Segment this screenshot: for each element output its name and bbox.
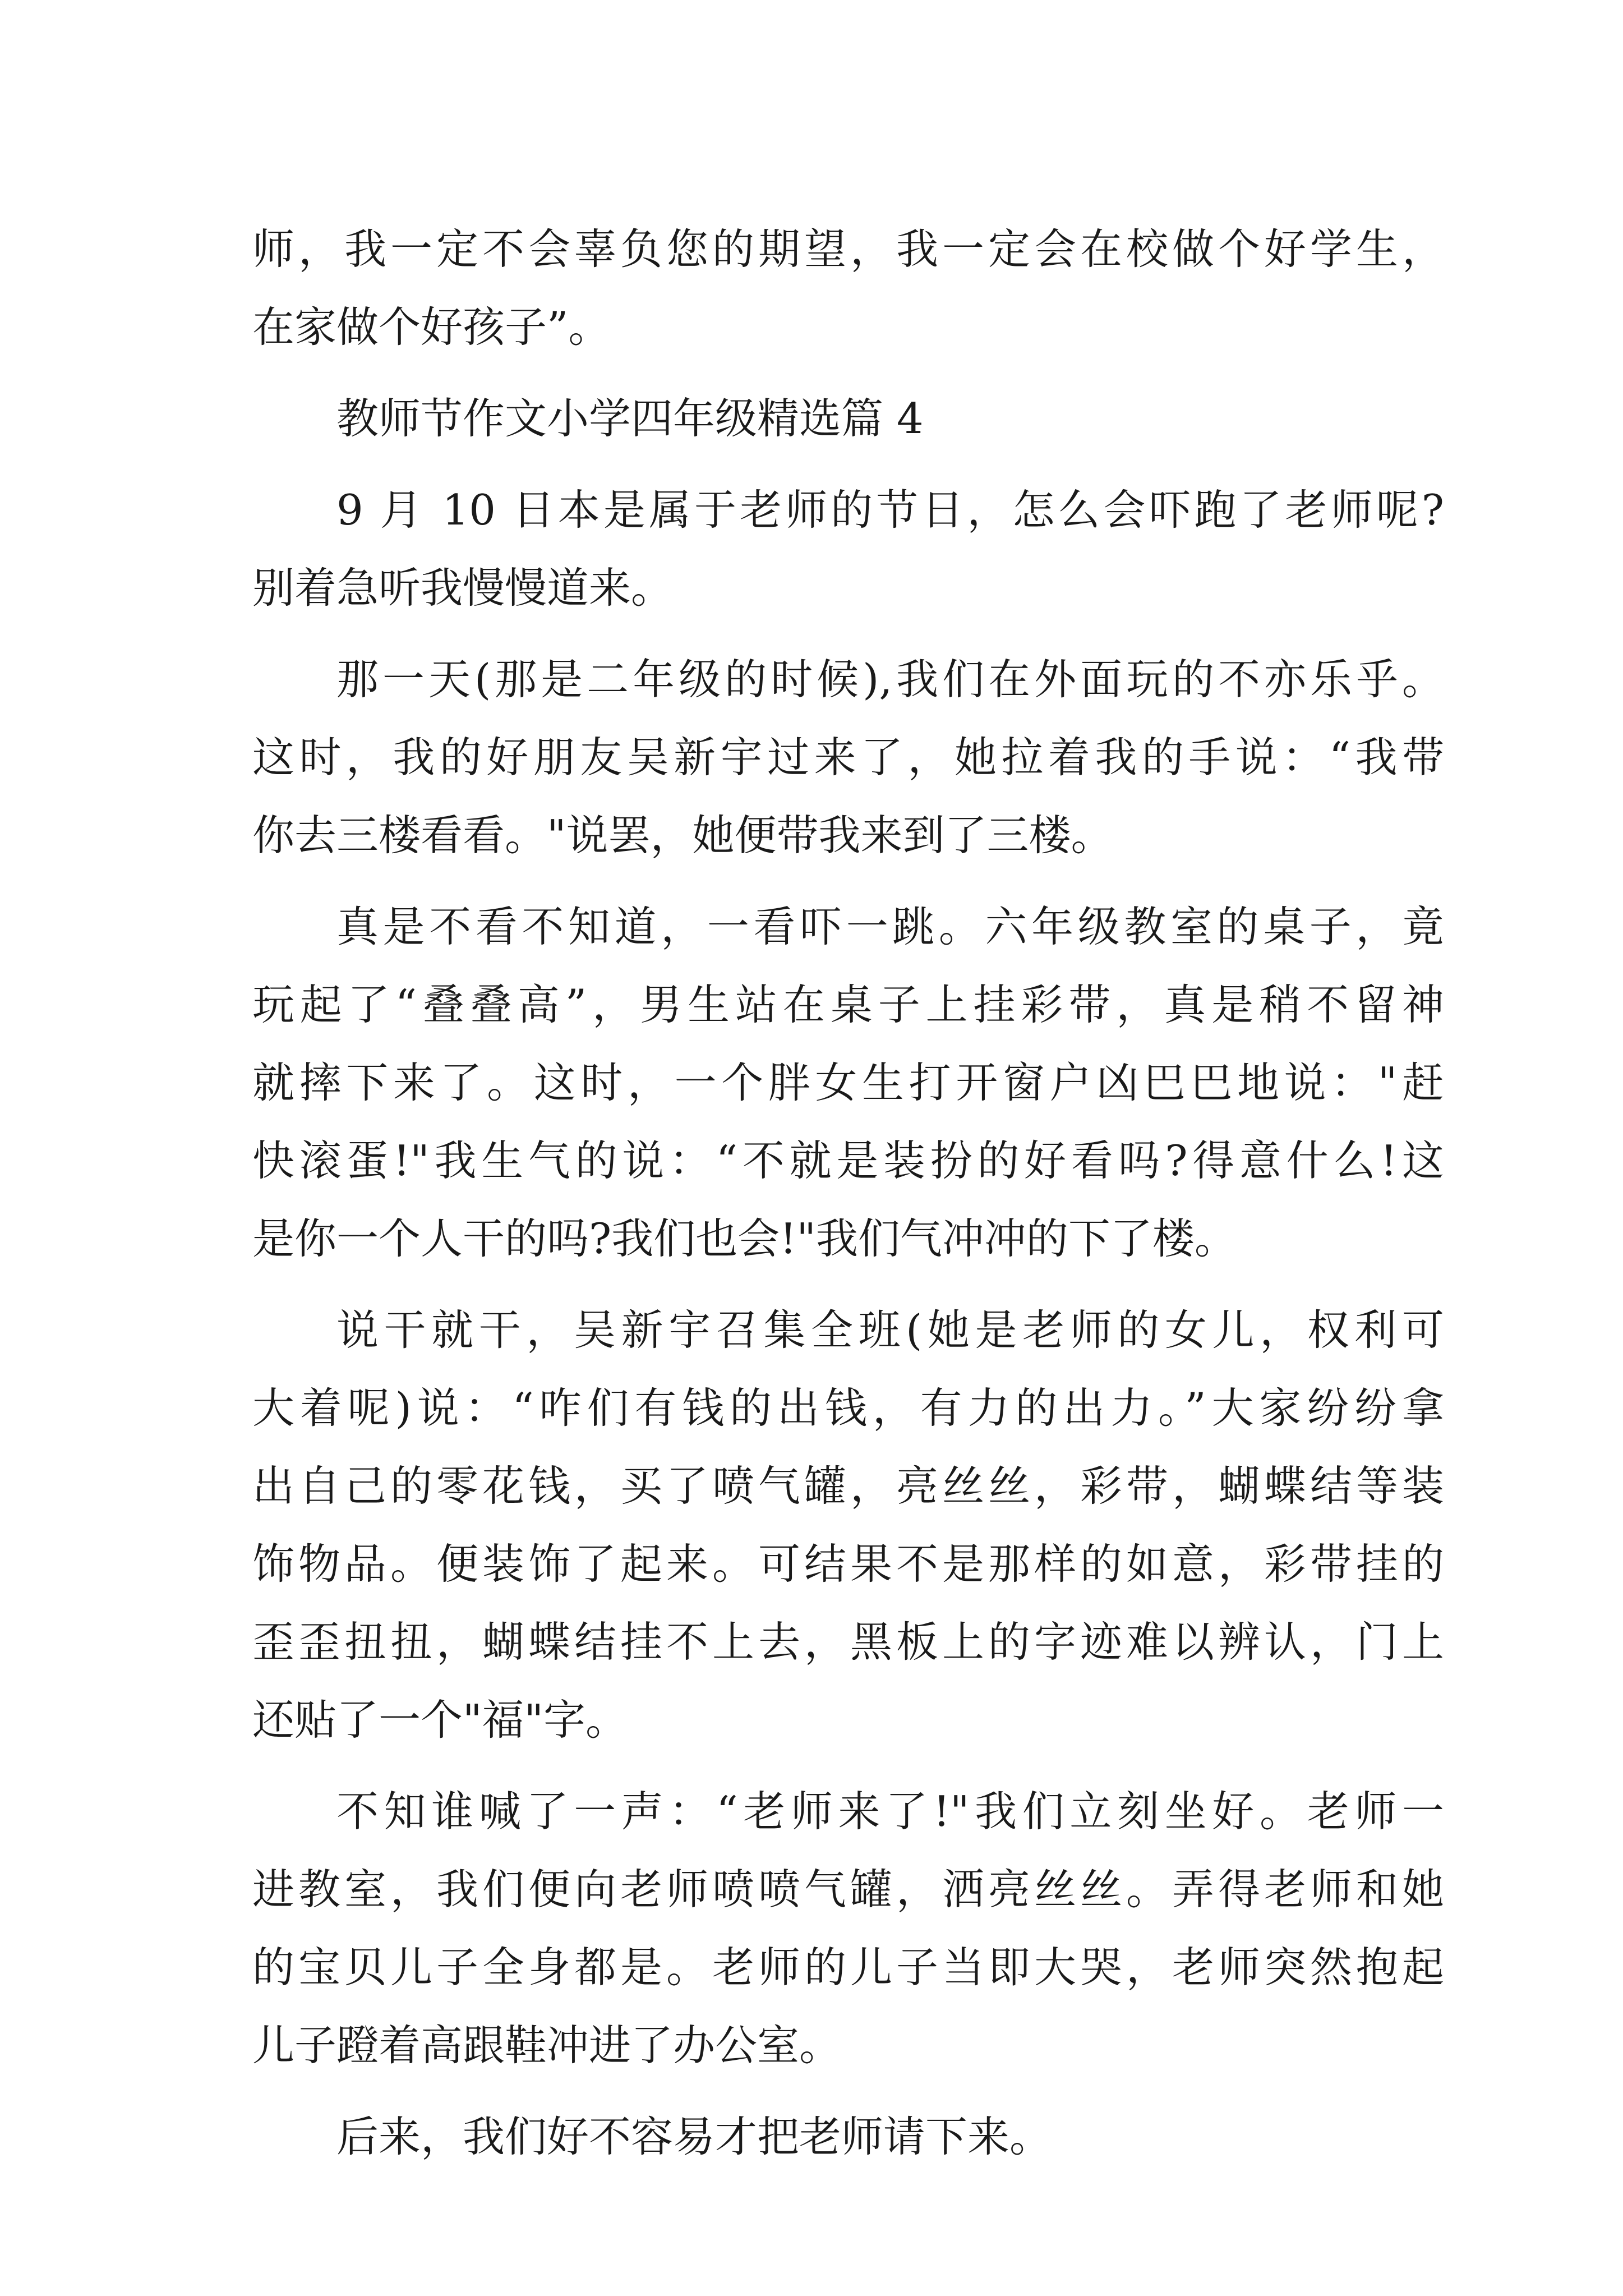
text-line: 9 月 10 日本是属于老师的节日，怎么会吓跑了老师呢? <box>336 485 1444 535</box>
paragraph <box>252 210 1444 366</box>
paragraph <box>252 888 1444 1278</box>
text-line: 的宝贝儿子全身都是。老师的儿子当即大哭，老师突然抱起 <box>252 1943 1444 1992</box>
text-line: 别着急听我慢慢道来。 <box>252 563 674 613</box>
section-heading <box>252 380 1444 458</box>
text-line: 真是不看不知道，一看吓一跳。六年级教室的桌子，竟 <box>336 902 1444 951</box>
article-body <box>252 210 1444 2176</box>
paragraph <box>252 471 1444 627</box>
paragraph <box>252 1773 1444 2085</box>
text-line: 后来，我们好不容易才把老师请下来。 <box>336 2112 1052 2161</box>
text-line: 进教室，我们便向老师喷喷气罐，洒亮丝丝。弄得老师和她 <box>252 1865 1444 1914</box>
heading-text: 教师节作文小学四年级精选篇 4 <box>336 394 924 443</box>
text-line: 还贴了一个"福"字。 <box>252 1695 628 1745</box>
text-line: 师，我一定不会辜负您的期望，我一定会在校做个好学生， <box>252 224 1444 274</box>
text-line: 是你一个人干的吗?我们也会!"我们气冲冲的下了楼。 <box>252 1214 1237 1263</box>
text-line: 说干就干，吴新宇召集全班(她是老师的女儿，权利可 <box>336 1305 1444 1355</box>
text-line: 不知谁喊了一声：“老师来了!"我们立刻坐好。老师一 <box>336 1787 1444 1836</box>
text-line: 在家做个好孩子”。 <box>252 302 611 352</box>
text-line: 那一天(那是二年级的时候),我们在外面玩的不亦乐乎。 <box>336 655 1444 704</box>
paragraph <box>252 1291 1444 1759</box>
text-line: 就摔下来了。这时，一个胖女生打开窗户凶巴巴地说："赶 <box>252 1058 1444 1107</box>
paragraph <box>252 2098 1444 2176</box>
text-line: 玩起了“叠叠高”，男生站在桌子上挂彩带，真是稍不留神 <box>252 980 1444 1029</box>
text-line: 饰物品。便装饰了起来。可结果不是那样的如意，彩带挂的 <box>252 1539 1444 1589</box>
paragraph <box>252 641 1444 875</box>
text-line: 这时，我的好朋友吴新宇过来了，她拉着我的手说：“我带 <box>252 733 1444 782</box>
text-line: 出自己的零花钱，买了喷气罐，亮丝丝，彩带，蝴蝶结等装 <box>252 1461 1444 1511</box>
text-line: 儿子蹬着高跟鞋冲进了办公室。 <box>252 2021 842 2070</box>
text-line: 歪歪扭扭，蝴蝶结挂不上去，黑板上的字迹难以辨认，门上 <box>252 1617 1444 1667</box>
text-line: 你去三楼看看。"说罢，她便带我来到了三楼。 <box>252 811 1113 860</box>
text-line: 快滚蛋!"我生气的说：“不就是装扮的好看吗?得意什么!这 <box>252 1136 1444 1185</box>
text-line: 大着呢)说：“咋们有钱的出钱，有力的出力。”大家纷纷拿 <box>252 1383 1444 1433</box>
